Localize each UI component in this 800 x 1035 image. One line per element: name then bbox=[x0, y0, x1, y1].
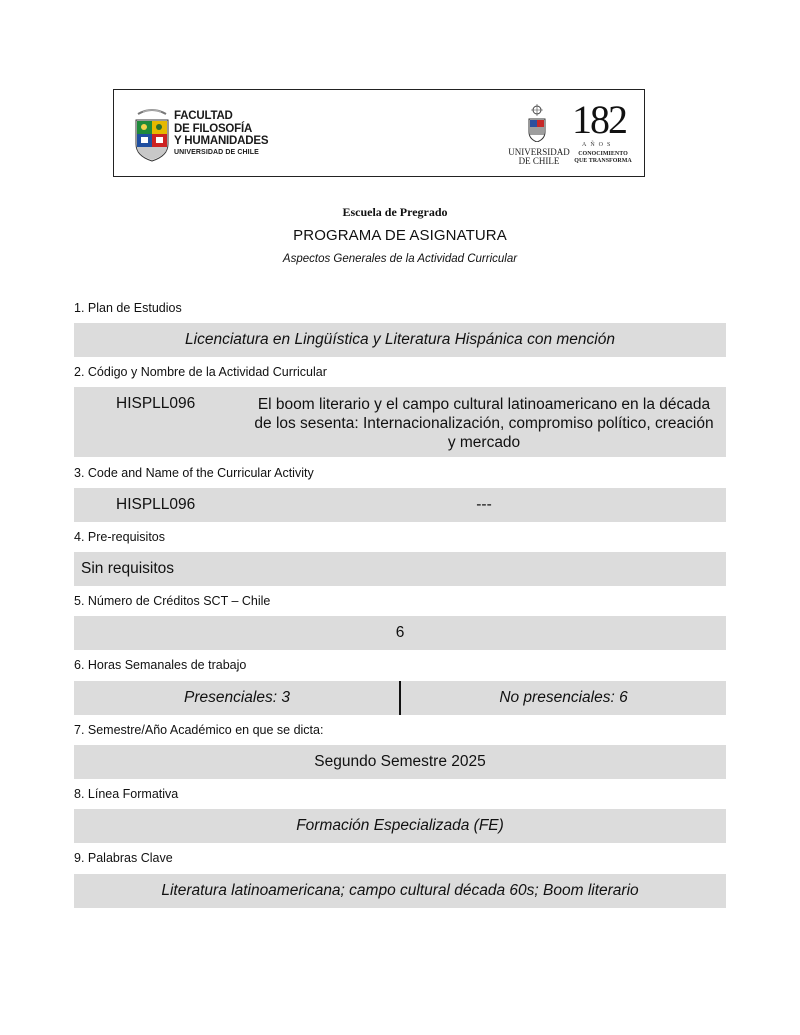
university-name-line1: UNIVERSIDAD bbox=[508, 147, 570, 157]
faculty-name bbox=[174, 110, 268, 158]
motto-line2: QUE TRANSFORMA bbox=[574, 158, 632, 164]
codigo-code: HISPLL096 bbox=[116, 395, 196, 412]
faculty-name-line3: Y HUMANIDADES bbox=[174, 135, 269, 147]
semestre-field bbox=[74, 745, 726, 779]
linea-field bbox=[74, 809, 726, 843]
prereq-value: Sin requisitos bbox=[81, 560, 175, 577]
document-subtitle: Aspectos Generales de la Actividad Curricular bbox=[282, 253, 518, 265]
prereq-field bbox=[74, 552, 726, 586]
codigo-name bbox=[244, 395, 724, 452]
plan-field bbox=[74, 323, 726, 357]
code-en-name: --- bbox=[476, 496, 492, 513]
code-en-code: HISPLL096 bbox=[116, 496, 196, 513]
faculty-name-line2: DE FILOSOFÍA bbox=[174, 122, 253, 135]
anniversary-number: 182 bbox=[572, 97, 626, 142]
codigo-field bbox=[74, 387, 726, 457]
anniversary-years-label: AÑOS bbox=[582, 142, 615, 148]
semestre-label: 7. Semestre/Año Académico en que se dicta: bbox=[74, 723, 324, 737]
faculty-crest-icon bbox=[134, 108, 170, 162]
code-en-label: 3. Code and Name of the Curricular Activity bbox=[74, 466, 314, 480]
faculty-university-line: UNIVERSIDAD DE CHILE bbox=[174, 148, 259, 156]
code-en-field bbox=[74, 488, 726, 522]
university-name bbox=[506, 148, 572, 166]
university-seal-icon bbox=[527, 104, 547, 142]
document-title: PROGRAMA DE ASIGNATURA bbox=[293, 227, 507, 244]
prereq-label: 4. Pre-requisitos bbox=[74, 530, 166, 544]
palabras-field bbox=[74, 874, 726, 908]
university-motto bbox=[573, 151, 633, 165]
university-logo bbox=[506, 97, 636, 168]
linea-value: Formación Especializada (FE) bbox=[296, 817, 504, 834]
horas-label: 6. Horas Semanales de trabajo bbox=[74, 658, 247, 672]
university-name-line2: DE CHILE bbox=[518, 156, 560, 166]
faculty-name-line1: FACULTAD bbox=[174, 110, 233, 122]
horas-field bbox=[74, 681, 726, 715]
codigo-name-line1: El boom literario y el campo cultural latinoamericano en la década bbox=[257, 396, 711, 413]
creditos-value: 6 bbox=[395, 624, 405, 641]
school-name: Escuela de Pregrado bbox=[342, 205, 448, 219]
creditos-field bbox=[74, 616, 726, 650]
palabras-label: 9. Palabras Clave bbox=[74, 851, 173, 865]
plan-label: 1. Plan de Estudios bbox=[74, 301, 182, 315]
linea-label: 8. Línea Formativa bbox=[74, 787, 179, 801]
header-logo-box bbox=[113, 89, 645, 177]
palabras-value: Literatura latinoamericana; campo cultural década 60s; Boom literario bbox=[161, 882, 639, 899]
codigo-name-line3: y mercado bbox=[447, 434, 521, 451]
motto-line1: CONOCIMIENTO bbox=[578, 151, 628, 157]
semestre-value: Segundo Semestre 2025 bbox=[314, 753, 486, 770]
horas-no-presenciales: No presenciales: 6 bbox=[499, 689, 628, 706]
horas-presenciales: Presenciales: 3 bbox=[184, 689, 290, 706]
codigo-name-line2: de los sesenta: Internacionalización, compromiso político, creación bbox=[254, 415, 714, 432]
plan-value: Licenciatura en Lingüística y Literatura Hispánica con mención bbox=[185, 331, 615, 348]
codigo-label: 2. Código y Nombre de la Actividad Curricular bbox=[74, 365, 327, 379]
creditos-label: 5. Número de Créditos SCT – Chile bbox=[74, 594, 271, 608]
